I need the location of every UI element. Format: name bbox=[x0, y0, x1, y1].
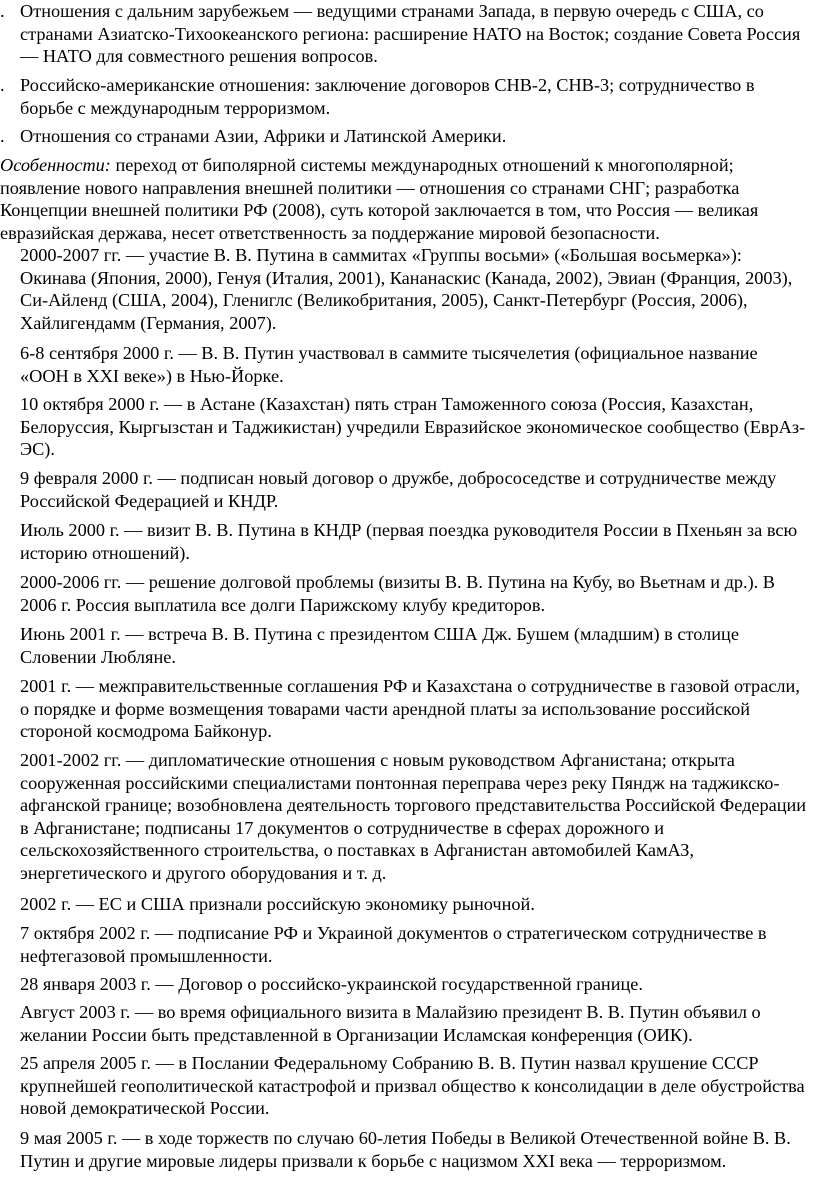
chronology-entry: Июнь 2001 г. — встреча В. В. Путина с президентом США Дж. Бушем (младшим) в столице Словении Любляне. bbox=[20, 624, 739, 667]
features-text: переход от биполярной системы международных отношений к многополярной; появление нового направления внешней политики — отношения со странами СНГ; разработка Концепции внешней политики РФ (2008), суть которой заключается в том, что Россия — великая евразийская держава, несет ответственность за поддержание мировой безопасности. bbox=[0, 155, 759, 243]
list-item bbox=[0, 0, 810, 68]
chronology-entry: 25 апреля 2005 г. — в Послании Федеральному Собранию В. В. Путин назвал крушение СССР крупнейшей геополитической катастрофой и призвал общество к консолидации в деле обустройства новой демократической России. bbox=[20, 1053, 805, 1118]
list-bullet: . bbox=[0, 126, 5, 146]
list-item bbox=[0, 125, 810, 148]
chronology-entry: Июль 2000 г. — визит В. В. Путина в КНДР (первая поездка руководителя России в Пхеньян за всю историю отношений). bbox=[20, 520, 798, 563]
chronology-entry: 9 мая 2005 г. — в ходе торжеств по случаю 60-летия Победы в Великой Отечественной войне В. В. Путин и другие мировые лидеры призвали к борьбе с нацизмом XXI века — терроризмом. bbox=[20, 1128, 791, 1171]
chronology-entry: 10 октября 2000 г. — в Астане (Казахстан) пять стран Таможенного союза (Россия, Казахстан, Белоруссия, Кыргызстан и Таджикистан) учредили Евразийское экономическое сообщество (ЕврАз-ЭС). bbox=[20, 394, 806, 459]
list-item-text: Отношения с дальним зарубежьем — ведущими странами Запада, в первую очередь с США, со странами Азиатско-Тихоокеанского региона: расширение НАТО на Восток; создание Совета Россия — НАТО для совместного решения вопросов. bbox=[20, 1, 801, 66]
list-bullet: . bbox=[0, 75, 5, 95]
chronology-entry: 2001-2002 гг. — дипломатические отношения с новым руководством Афганистана; открыта сооруженная российскими специалистами понтонная переправа через реку Пяндж на таджикско-афганской границе; возобновлена деятельность торгового представительства Российской Федерации в Афганистане; подписаны 17 документов о сотрудничестве в сферах дорожного и сельскохозяйственного строительства, о поставках в Афганистан автомобилей КамАЗ, энергетического и другого оборудования и т. д. bbox=[20, 750, 807, 883]
chronology-entry: 28 января 2003 г. — Договор о российско-украинской государственной границе. bbox=[20, 974, 643, 994]
chronology-entry: 6-8 сентября 2000 г. — В. В. Путин участвовал в саммите тысячелетия (официальное название «ООН в XXI веке») в Нью-Йорке. bbox=[20, 343, 758, 386]
list-item-text: Отношения со странами Азии, Африки и Латинской Америки. bbox=[20, 126, 507, 146]
chronology-entry: 9 февраля 2000 г. — подписан новый договор о дружбе, добрососедстве и сотрудничестве между Российской Федерацией и КНДР. bbox=[20, 468, 777, 511]
chronology-entry: 2002 г. — ЕС и США признали российскую экономику рыночной. bbox=[20, 894, 535, 914]
chronology-entry: 2001 г. — межправительственные соглашения РФ и Казахстана о сотрудничестве в газовой отрасли, о порядке и форме возмещения товарами части арендной платы за использование российской стороной космодрома Байконур. bbox=[20, 676, 800, 741]
list-bullet: . bbox=[0, 1, 5, 21]
chronology-entry: 2000-2006 гг. — решение долговой проблемы (визиты В. В. Путина на Кубу, во Вьетнам и др.). В 2006 г. Россия выплатила все долги Парижскому клубу кредиторов. bbox=[20, 572, 775, 615]
chronology-entry: Август 2003 г. — во время официального визита в Малайзию президент В. В. Путин объявил о желании России быть представленной в Организации Исламская конференция (ОИК). bbox=[20, 1002, 761, 1045]
chronology-entry: 7 октября 2002 г. — подписание РФ и Украиной документов о стратегическом сотрудничестве в нефтегазовой промышленности. bbox=[20, 923, 767, 966]
chronology-entry: 2000-2007 гг. — участие В. В. Путина в саммитах «Группы восьми» («Большая восьмерка»): Окинава (Япония, 2000), Генуя (Италия, 2001), Кананаскис (Канада, 2002), Эвиан (Франция, 2003), Си-Айленд (США, 2004), Глениглс (Великобритания, 2005), Санкт-Петербург (Россия, 2006), Хайлигендамм (Германия, 2007). bbox=[20, 245, 793, 333]
features-label: Особенности: bbox=[0, 155, 111, 175]
features-paragraph bbox=[0, 154, 806, 244]
list-item-text: Российско-американские отношения: заключение договоров СНВ-2, СНВ-3; сотрудничество в борьбе с международным терроризмом. bbox=[20, 75, 755, 118]
list-item bbox=[0, 74, 810, 119]
